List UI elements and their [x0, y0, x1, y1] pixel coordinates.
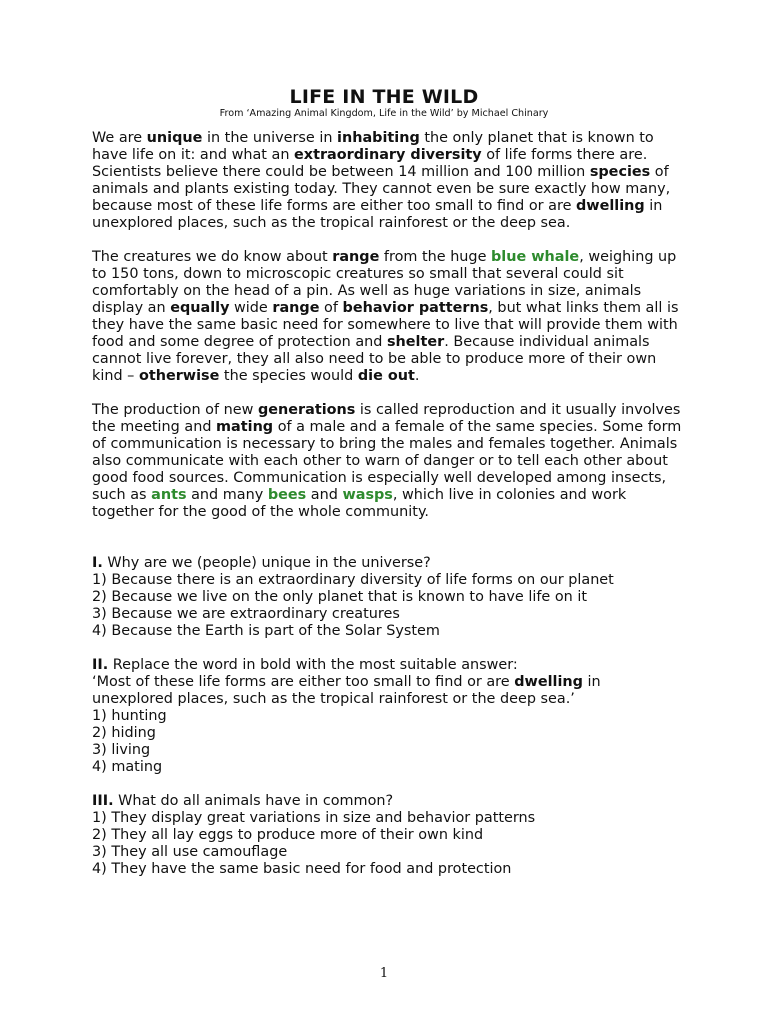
text-run: and many	[186, 487, 268, 503]
bold-keyword: inhabiting	[337, 130, 420, 146]
question-prompt	[92, 555, 682, 572]
text-run: is called reproduction and it usually involves the meeting and	[92, 402, 681, 435]
question-1	[92, 555, 682, 640]
text-run: of	[319, 300, 343, 316]
text-run: , weighing up to 150 tons, down to microscopic creatures so small that several could sit comfortably on the head of a pin. As well as huge variations in size, animals display an	[92, 249, 677, 316]
answer-option: 2) They all lay eggs to produce more of their own kind	[92, 827, 484, 843]
page-number: 1	[379, 966, 389, 981]
paragraph-2	[92, 249, 682, 385]
text-run: .	[414, 368, 420, 384]
text-run: ‘Most of these life forms are either too small to find or are	[92, 674, 515, 690]
document-body	[92, 130, 682, 895]
text-run: in the universe in	[202, 130, 338, 146]
text-run: . Because individual animals cannot live forever, they all also need to be able to produce more of their own kind –	[92, 334, 657, 384]
page-title: LIFE IN THE WILD	[289, 86, 479, 108]
text-run: the species would	[219, 368, 358, 384]
bold-keyword: equally	[170, 300, 230, 316]
text-run: of life forms there are. Scientists believe there could be between 14 million and 100 million	[92, 147, 648, 180]
highlighted-keyword: bees	[267, 487, 307, 503]
question-quote	[92, 674, 682, 708]
bold-keyword: mating	[216, 419, 274, 435]
text-run: We are	[92, 130, 147, 146]
text-run: of animals and plants existing today. They cannot even be sure exactly how many, because most of these life forms are either too small to find or are	[92, 164, 671, 214]
question-prompt	[92, 793, 682, 810]
bold-keyword: behavior patterns	[342, 300, 489, 316]
bold-keyword: range	[272, 300, 320, 316]
text-run: in unexplored places, such as the tropical rainforest or the deep sea.’	[92, 674, 601, 707]
text-run: of a male and a female of the same species. Some form of communication is necessary to bring the males and females together. Animals also communicate with each other to warn of danger or to tell each other about good food sources. Communication is especially well developed among insects, such as	[92, 419, 682, 503]
text-run: and	[306, 487, 343, 503]
question-text: What do all animals have in common?	[113, 793, 394, 809]
text-run: from the huge	[379, 249, 491, 265]
answer-option: 3) Because we are extraordinary creatures	[92, 606, 400, 622]
question-prompt	[92, 657, 682, 674]
bold-keyword: generations	[257, 402, 356, 418]
bold-keyword: unique	[146, 130, 203, 146]
paragraph-3	[92, 402, 682, 521]
bold-keyword: die out	[357, 368, 415, 384]
question-2	[92, 657, 682, 776]
text-run: wide	[229, 300, 273, 316]
question-number: I.	[92, 555, 103, 571]
answer-option: 1) hunting	[92, 708, 167, 724]
question-text: Replace the word in bold with the most suitable answer:	[108, 657, 518, 673]
question-3	[92, 793, 682, 878]
bold-keyword: otherwise	[138, 368, 220, 384]
answer-option: 4) They have the same basic need for food and protection	[92, 861, 512, 877]
answer-option: 4) Because the Earth is part of the Solar System	[92, 623, 440, 639]
highlighted-keyword: ants	[151, 487, 187, 503]
question-number: II.	[92, 657, 109, 673]
bold-keyword: dwelling	[576, 198, 645, 214]
text-run: the only planet that is known to have life on it: and what an	[92, 130, 654, 163]
paragraph-1	[92, 130, 682, 232]
bold-keyword: extraordinary diversity	[294, 147, 482, 163]
question-text: Why are we (people) unique in the universe?	[102, 555, 431, 571]
bold-keyword: range	[332, 249, 380, 265]
source-citation: From ‘Amazing Animal Kingdom, Life in the Wild’ by Michael Chinary	[219, 108, 549, 119]
text-run: in unexplored places, such as the tropical rainforest or the deep sea.	[92, 198, 663, 231]
answer-option: 3) living	[92, 742, 151, 758]
highlighted-keyword: blue whale	[491, 249, 580, 265]
answer-option: 3) They all use camouflage	[92, 844, 288, 860]
answer-option: 1) They display great variations in size and behavior patterns	[92, 810, 536, 826]
text-run: , but what links them all is they have the same basic need for somewhere to live that will provide them with food and some degree of protection and	[92, 300, 679, 350]
text-run: The production of new	[92, 402, 258, 418]
highlighted-keyword: wasps	[342, 487, 393, 503]
answer-option: 4) mating	[92, 759, 163, 775]
text-run: The creatures we do know about	[92, 249, 333, 265]
bold-keyword: dwelling	[514, 674, 583, 690]
bold-keyword: species	[589, 164, 651, 180]
answer-option: 2) hiding	[92, 725, 156, 741]
text-run: , which live in colonies and work together for the good of the whole community.	[92, 487, 627, 520]
answer-option: 1) Because there is an extraordinary diversity of life forms on our planet	[92, 572, 614, 588]
bold-keyword: shelter	[386, 334, 445, 350]
question-number: III.	[92, 793, 114, 809]
answer-option: 2) Because we live on the only planet that is known to have life on it	[92, 589, 587, 605]
